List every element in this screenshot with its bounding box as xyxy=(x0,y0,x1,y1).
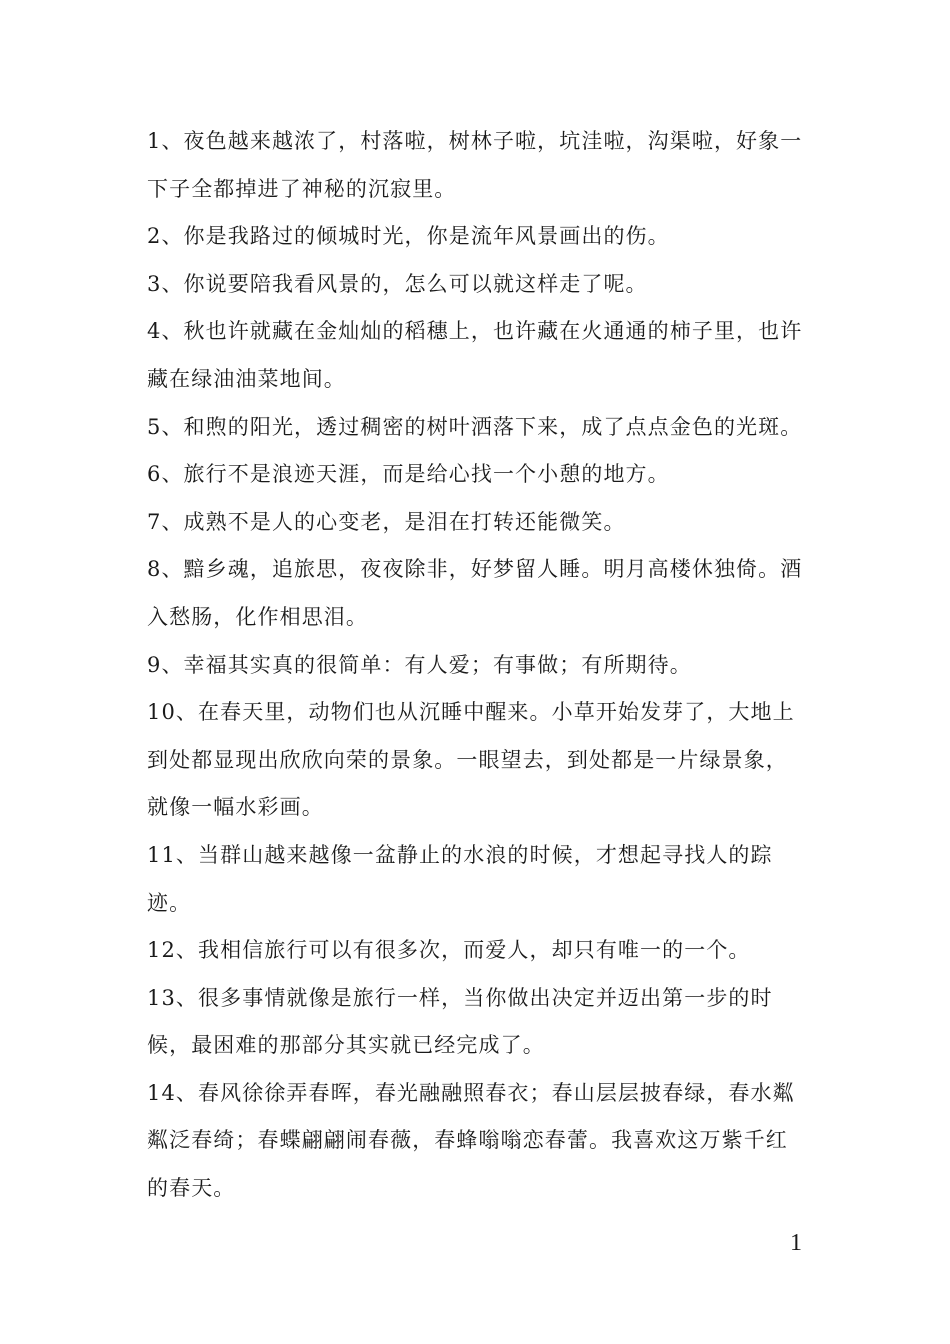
text-line: 藏在绿油油菜地间。 xyxy=(147,366,346,391)
text-line: 7、成熟不是人的心变老，是泪在打转还能微笑。 xyxy=(147,509,626,534)
text-line: 5、和煦的阳光，透过稠密的树叶洒落下来，成了点点金色的光斑。 xyxy=(147,414,803,439)
text-line: 到处都显现出欣欣向荣的景象。一眼望去，到处都是一片绿景象， xyxy=(147,747,788,772)
text-line: 3、你说要陪我看风景的，怎么可以就这样走了呢。 xyxy=(147,271,648,296)
text-line: 13、很多事情就像是旅行一样，当你做出决定并迈出第一步的时 xyxy=(147,985,773,1010)
document-body xyxy=(147,118,807,1213)
text-line: 候，最困难的那部分其实就已经完成了。 xyxy=(147,1033,545,1058)
text-line: 10、在春天里，动物们也从沉睡中醒来。小草开始发芽了，大地上 xyxy=(147,700,795,725)
text-line: 2、你是我路过的倾城时光，你是流年风景画出的伤。 xyxy=(147,224,670,249)
text-line: 粼泛春绮；春蝶翩翩闹春薇，春蜂嗡嗡恋春蕾。我喜欢这万紫千红 xyxy=(147,1128,788,1153)
text-line: 的春天。 xyxy=(147,1176,236,1201)
text-line: 就像一幅水彩画。 xyxy=(147,795,324,820)
text-line: 4、秋也许就藏在金灿灿的稻穗上，也许藏在火通通的柿子里，也许 xyxy=(147,319,803,344)
text-line: 12、我相信旅行可以有很多次，而爱人，却只有唯一的一个。 xyxy=(147,938,751,963)
text-line: 入愁肠，化作相思泪。 xyxy=(147,604,368,629)
page-number: 1 xyxy=(790,1230,802,1256)
text-line: 下子全都掉进了神秘的沉寂里。 xyxy=(147,176,457,201)
text-line: 9、幸福其实真的很简单：有人爱；有事做；有所期待。 xyxy=(147,652,692,677)
text-line: 14、春风徐徐弄春晖，春光融融照春衣；春山层层披春绿，春水粼 xyxy=(147,1080,795,1105)
text-line: 迹。 xyxy=(147,890,192,915)
text-line: 8、黯乡魂，追旅思，夜夜除非，好梦留人睡。明月高楼休独倚。酒 xyxy=(147,557,803,582)
text-line: 6、旅行不是浪迹天涯，而是给心找一个小憩的地方。 xyxy=(147,462,670,487)
text-line: 1、夜色越来越浓了，村落啦，树林子啦，坑洼啦，沟渠啦，好象一 xyxy=(147,129,803,153)
text-line: 11、当群山越来越像一盆静止的水浪的时候，才想起寻找人的踪 xyxy=(147,842,773,867)
